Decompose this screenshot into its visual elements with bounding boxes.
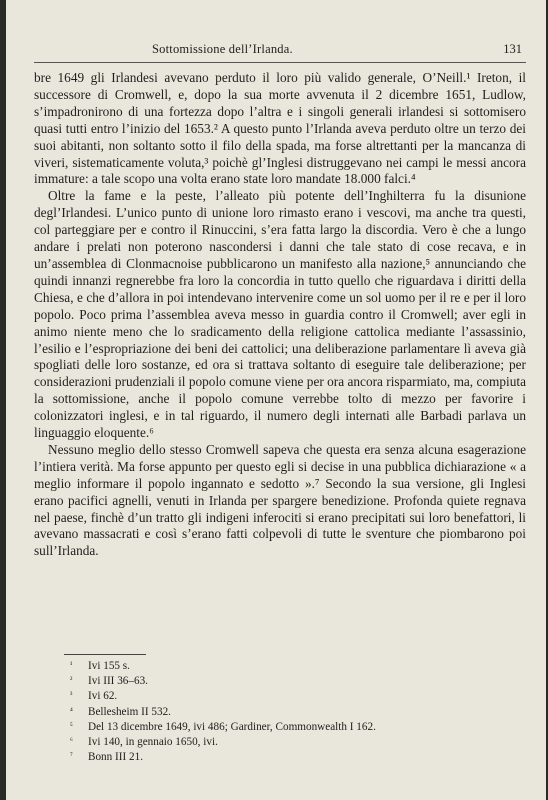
- header-rule: [34, 62, 526, 63]
- running-title: Sottomissione dell’Irlanda.: [152, 42, 293, 56]
- footnote: ⁴ Bellesheim II 532.: [70, 705, 171, 718]
- footnote: ² Ivi III 36–63.: [70, 675, 148, 688]
- footnote: ¹ Ivi 155 s.: [70, 660, 130, 672]
- paragraph: Oltre la fame e la peste, l’alleato più potente dell’Inghilterra fu la disunione degl’Irlandesi. L’unico punto di unione loro rimasto erano i vescovi, ma anche tra questi, col parteggiare per e contro il Rinuccini, s’era fatta largo la discordia. Vero è che a lungo andare i prelati non poterono nascondersi i danni che tale stato di cose recava, e in un’assemblea di Clonmacnoise pubblicarono un manifesto alla nazione,⁵ annunciando che quindi innanzi regnerebbe fra loro la concordia in tutto quello che riguardava i diritti della Chiesa, e che d’allora in poi intendevano intervenire come un sol uomo per il re e per il loro popolo. Poco prima l’assemblea aveva messo in guardia contro il Cromwell; aver egli in animo niente meno che lo sradicamento della religione cattolica mediante l’assassinio, l’esilio e l’espropriazione dei beni dei cattolici; una deliberazione parlamentare lì aveva già spogliati delle loro sostanze, ed ora si trattava soltanto di eseguire tale deliberazione; per considerazioni prudenziali il popolo comune viene per ora ancora risparmiato, ma, compiuta la sottomissione, anche il popolo comune verrebbe tolto di mezzo per favorire i colonizzatori inglesi, e in tal riguardo, il numero degli internati alle Barbadi parlava un linguaggio eloquente.⁶: [34, 188, 526, 441]
- footnote: ⁷ Bonn III 21.: [70, 751, 143, 764]
- running-header: [40, 42, 522, 60]
- footnotes: [70, 658, 510, 764]
- paragraph: bre 1649 gli Irlandesi avevano perduto il loro più valido generale, O’Neill.¹ Ireton, il successore di Cromwell, e, dopo la sua morte avvenuta il 2 dicembre 1651, Ludlow, s’impadronirono di una fortezza dopo l’altra e i singoli generali irlandesi si sottomisero quasi tutti entro l’inizio del 1653.² A questo punto l’Irlanda aveva perduto oltre un terzo dei suoi abitanti, non soltanto sotto il filo della spada, ma forse altrettanti per la mancanza di viveri, sistematicamente voluta,³ poichè gl’Inglesi distruggevano nei campi le messi ancora immature: a tale scopo una volta erano state loro mandate 18.000 falci.⁴: [34, 70, 526, 187]
- footnote-rule: [64, 654, 146, 655]
- book-page: [6, 0, 546, 800]
- footnote: ³ Ivi 62.: [70, 690, 118, 703]
- body-text: [34, 70, 526, 560]
- paragraph: Nessuno meglio dello stesso Cromwell sapeva che questa era senza alcuna esagerazione l’intiera verità. Ma forse appunto per questo egli si decise in una pubblica dichiarazione « a meglio informare il popolo ingannato e sedotto ».⁷ Secondo la sua versione, gli Inglesi erano pacifici agnelli, venuti in Irlanda per spargere benedizione. Profonda quiete regnava nel paese, finchè d’un tratto gli indigeni inferociti si erano precipitati sui loro benefattori, li avevano massacrati e così s’erano fatti colpevoli di tutte le sventure che piombarono poi sull’Irlanda.: [34, 441, 526, 559]
- footnote: ⁵ Del 13 dicembre 1649, ivi 486; Gardiner, Commonwealth I 162.: [70, 720, 376, 733]
- footnote: ⁶ Ivi 140, in gennaio 1650, ivi.: [70, 736, 218, 749]
- page-number: 131: [503, 42, 522, 56]
